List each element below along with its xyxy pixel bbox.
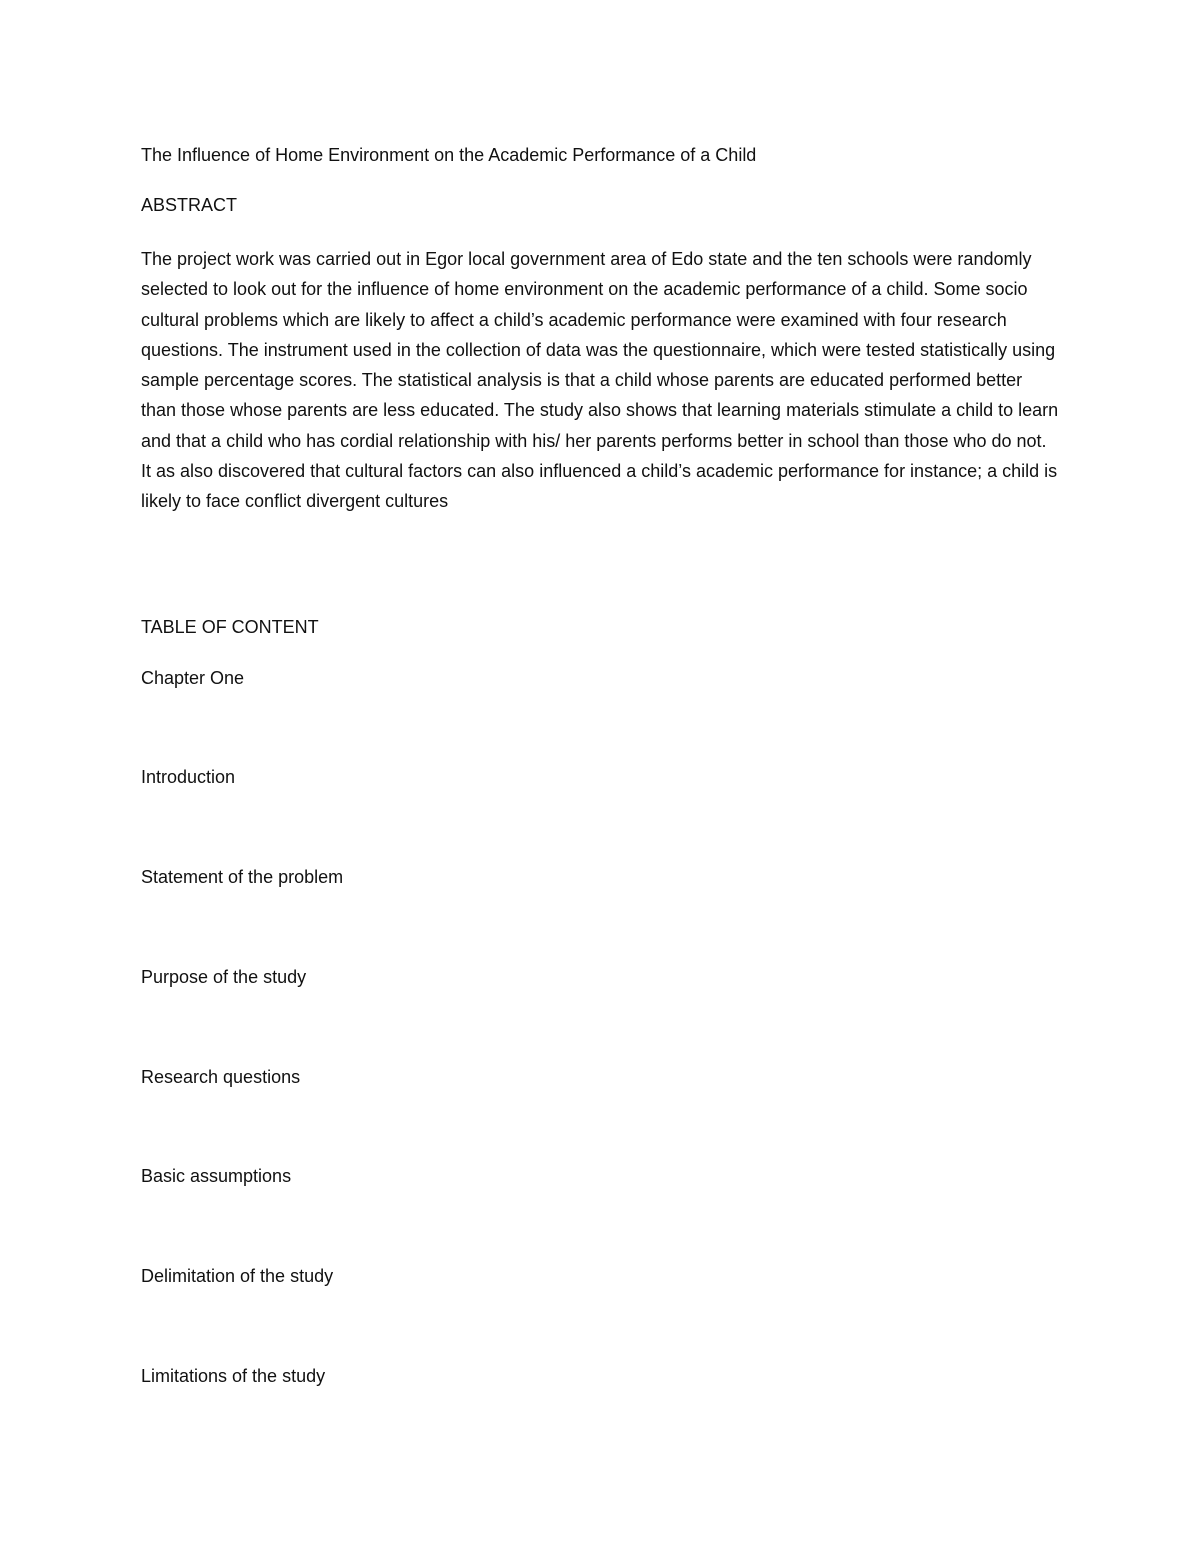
toc-item-chapter-one: Chapter One	[141, 668, 245, 688]
toc-item-basic-assumptions: Basic assumptions	[141, 1166, 292, 1186]
toc-item-limitations: Limitations of the study	[141, 1366, 326, 1386]
toc-item-research-questions: Research questions	[141, 1067, 301, 1087]
toc-item-introduction: Introduction	[141, 767, 236, 787]
abstract-heading: ABSTRACT	[141, 195, 238, 215]
toc-item-delimitation: Delimitation of the study	[141, 1266, 334, 1286]
abstract-paragraph: The project work was carried out in Egor local government area of Edo state and the ten schools were randomly selected to look out for the influence of home environment on the academic performance of a child. Some socio cultural problems which are likely to affect a child’s academic performance were examined with four research questions. The instrument used in the collection of data was the questionnaire, which were tested statistically using sample percentage scores. The statistical analysis is that a child whose parents are educated performed better than those whose parents are less educated. The study also shows that learning materials stimulate a child to learn and that a child who has cordial relationship with his/ her parents performs better in school than those who do not. It as also discovered that cultural factors can also influenced a child’s academic performance for instance; a child is likely to face conflict divergent cultures	[141, 249, 1059, 512]
toc-item-purpose: Purpose of the study	[141, 967, 307, 987]
document-title: The Influence of Home Environment on the Academic Performance of a Child	[141, 145, 757, 165]
toc-item-statement-of-problem: Statement of the problem	[141, 867, 344, 887]
toc-heading: TABLE OF CONTENT	[141, 617, 319, 637]
